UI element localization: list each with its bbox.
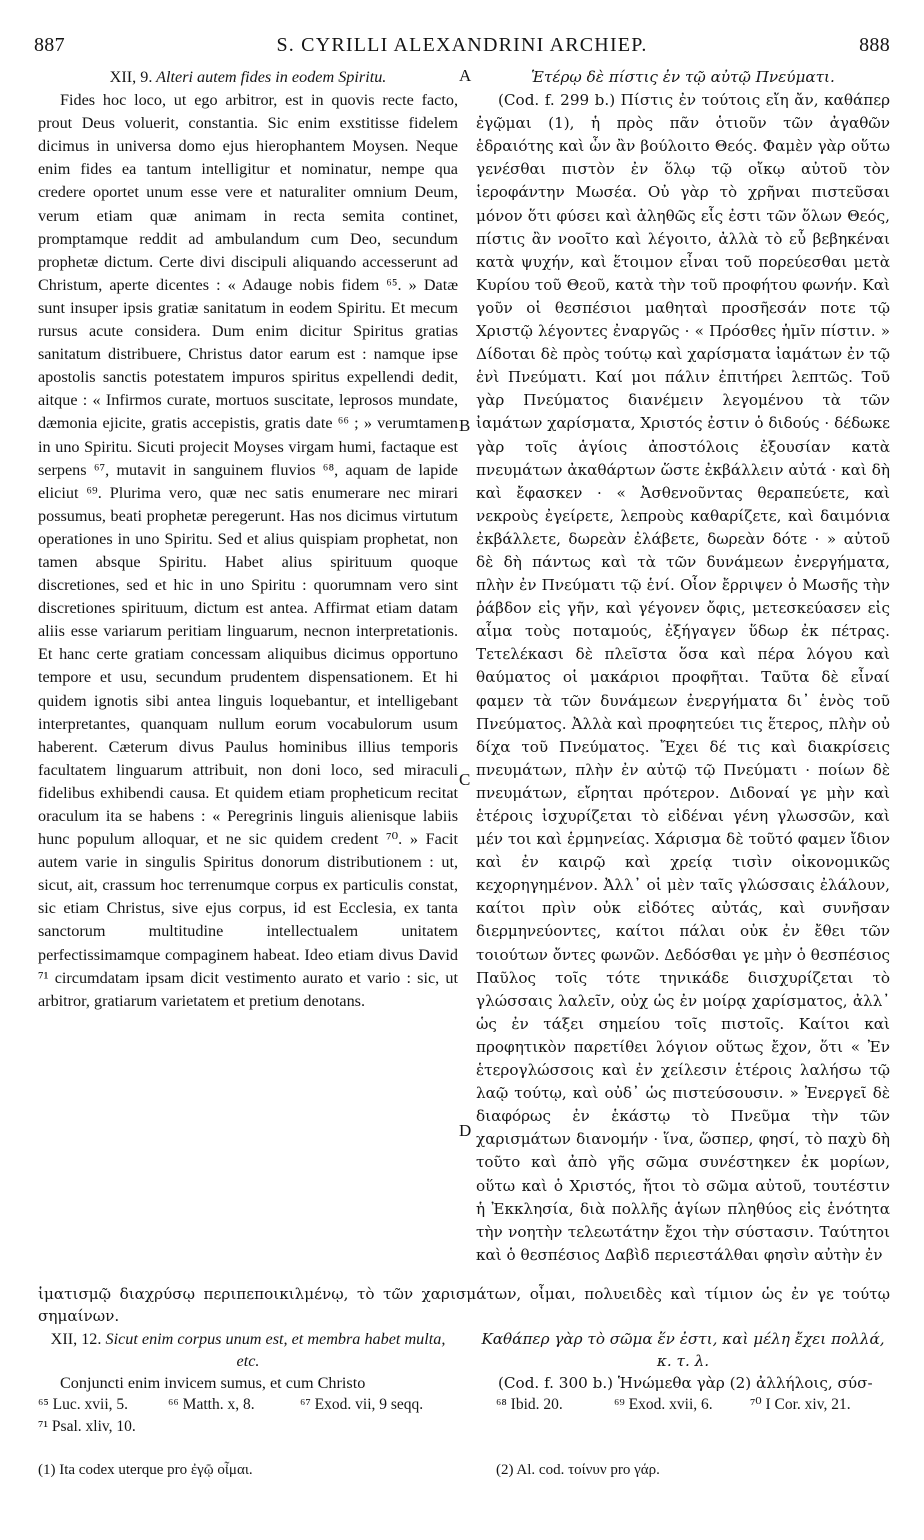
greek-body-2: (Cod. f. 300 b.) Ἡνώμεθα γὰρ (2) ἀλλήλοις, σύσ- — [498, 1374, 873, 1392]
latin-column — [38, 66, 458, 1013]
margin-marker-a: A — [459, 66, 472, 85]
greek-column — [476, 66, 890, 1267]
latin-lemma-2 — [38, 1328, 458, 1372]
latin-lemma-text: Alteri autem fides in eodem Spiritu. — [156, 68, 387, 86]
greek-lemma-2: Καθάπερ γὰρ τὸ σῶμα ἕν ἐστι, καὶ μέλη ἔχει πολλά, κ. τ. λ. — [481, 1330, 885, 1370]
margin-marker-b: B — [459, 416, 471, 435]
greek-section-2 — [476, 1328, 890, 1394]
footnote: ⁶⁵ Luc. xvii, 5. — [38, 1396, 129, 1413]
footnote: ⁶⁶ Matth. x, 8. — [168, 1396, 255, 1413]
greek-continuation: ἱματισμῷ διαχρύσῳ περιπεποικιλμένῳ, τὸ τῶν χαρισμάτων, οἶμαι, πολυειδὲς καὶ τίμιον ὡς ἐν γε τούτῳ σημαίνων. — [38, 1285, 890, 1325]
latin-lemma-2-number: XII, 12. — [50, 1330, 102, 1348]
margin-marker-d: D — [459, 1121, 472, 1140]
footnote: ⁶⁸ Ibid. 20. — [496, 1396, 563, 1413]
footnote: ⁶⁹ Exod. xvii, 6. — [614, 1396, 713, 1413]
critical-note-left: (1) Ita codex uterque pro ἐγῷ οἶμαι. — [38, 1462, 253, 1478]
latin-body: Fides hoc loco, ut ego arbitror, est in quovis recte facto, prout Deus voluerit, constantia. Sic enim exstitisse fidelem dicimus in universa domo ejus hierophantem Moysen. Neque enim fides ea tantum intelligitur et nominatur, nempe qua credere oportet unum esse vere et naturaliter omnium Deum, verum etiam quæ animam in recta semita continet, promptamque reddit ad ambulandum cum Deo, secundum prophetæ dictum. Certe divi discipuli aliquando accesserunt ad Christum, aperte dicentes : « Adauge nobis fidem ⁶⁵. » Datæ sunt insuper ipsis gratiæ sanitatum in eodem Spiritu. Et mecum rursus acute considera. Dum enim dicitur Spiritus gratias sanitatum distribuere, Christus dator earum est : namque ipse apostolis sanctis potestatem impuros spiritus expellendi dedit, aitque : « Infirmos curate, mortuos suscitate, leprosos mundate, dæmonia ejicite, gratis accepistis, gratis date ⁶⁶ ; » verumtamen in uno Spiritu. Sicuti projecit Moyses virgam humi, factaque est serpens ⁶⁷, mutavit in sanguinem fluvios ⁶⁸, aquam de lapide eliciut ⁶⁹. Plurima vero, quæ nec satis enumerare nec mirari possumus, beati prophetæ peregerunt. Has nos dicimus virtutum operationes in uno Spiritu. Sed et alius quispiam prophetat, non tamen absque Spiritu. Habet alius spirituum quoque discretiones, sed et hic in uno Spiritu : quorumnam vero sint discretiones spirituum, dictum est antea. Affirmat etiam datam aliis esse variarum peritiam linguarum, necnon interpretationis. Et hanc certe gratiam concessam aliquibus dicimus opportuno tempore et usu, secundum prudentem dispensationem. Et hi quidem ignotis sibi antea linguis loquebantur, et intelligebant interpretantes, quanquam nullum eorum vocabulorum usum haberent. Cæterum divus Paulus hominibus illius temporis facultatem linguarum attribuit, non doni loco, sed miraculi fidelibus exhibendi causa. Et quidem etiam propheticum recitat oraculum ita se habens : « Peregrinis linguis alienisque labiis hunc populum alloquar, et ne sic quidem credent ⁷⁰. » Facit autem varie in singulis Spiritus donorum distributionem : ut, sicut, ait, crassum hoc terrenumque corpus ex particulis constat, sic etiam Christus, sive ejus corpus, id est Ecclesia, ex tanta sanctorum multitudine intellectualem unitatem perfectissimamque compaginem habeat. Ideo etiam divus David ⁷¹ circumdatam ipsam dicit vestimento aurato et vario : sic, ut arbitror, gratiarum varietatem et pretium denotans. — [38, 91, 458, 1010]
latin-body-2: Conjuncti enim invicem sumus, et cum Christo — [60, 1374, 366, 1392]
greek-body: (Cod. f. 299 b.) Πίστις ἐν τούτοις εἴη ἄν, καθάπερ ἐγῷμαι (1), ἡ πρὸς πᾶν ὁτιοῦν τῶν ἀγαθῶν ἑδραιότης καὶ ὧν ἂν βούλοιτο Θεός. Φαμὲν γὰρ οὕτω γενέσθαι πιστὸν ἐν ὅλῳ τῷ οἴκῳ αὐτοῦ τὸν ἱεροφάντην Μωσέα. Οὐ γὰρ τὸ χρῆναι πιστεῦσαι μόνον ὅτι φύσει καὶ ἀληθῶς εἷς ἐστι τῶν ὅλων Θεός, πίστις ἂν νοοῖτο καὶ λέγοιτο, ἀλλὰ τὸ εὖ βεβηκέναι κατὰ ψυχήν, καὶ ἕτοιμον εἶναι τοῦ πορεύεσθαι μετὰ Κυρίου τοῦ Θεοῦ, κατὰ τὴν τοῦ προφήτου φωνήν. Καὶ γοῦν οἱ θεσπέσιοι μαθηταὶ προσῆεσάν ποτε τῷ Χριστῷ λέγοντες ἐναργῶς · « Πρόσθες ἡμῖν πίστιν. » Δίδοται δὲ πρὸς τούτῳ καὶ χαρίσματα ἰαμάτων ἐν τῷ ἑνὶ Πνεύματι. Καί μοι πάλιν ἐπιτήρει λεπτῶς. Τοῦ γὰρ Πνεύματος διανέμειν λεγομένου τὰ τῶν ἰαμάτων χαρίσματα, Χριστός ἐστιν ὁ διδούς · δέδωκε γὰρ τοῖς ἁγίοις ἀποστόλοις ἐξουσίαν κατὰ πνευμάτων ἀκαθάρτων ὥστε ἐκβάλλειν αὐτά · καὶ δὴ καὶ ἔφασκεν · « Ἀσθενοῦντας θεραπεύετε, καὶ νεκροὺς ἐγείρετε, λεπροὺς καθαρίζετε, καὶ δαιμόνια ἐκβάλλετε, δωρεὰν ἐλάβετε, δωρεὰν δότε · » αὐτοῦ δὲ δὴ πάντως καὶ τὰ τῶν δυνάμεων ἐνεργήματα, πλὴν ἐν Πνεύματι τῷ ἑνί. Οἷον ἔρριψεν ὁ Μωσῆς τὴν ῥάβδον εἰς γῆν, καὶ γέγονεν ὄφις, μετεσκεύασεν εἰς αἷμα τοὺς ποταμούς, ἐξήγαγεν ὕδωρ ἐκ πέτρας. Τετελέκασι δὲ πλεῖστα ὅσα καὶ πέρα λόγου καὶ θαύματος οἱ μακάριοι προφῆται. Ταῦτα δὲ εἶναί φαμεν τὰ τῶν δυνάμεων ἐνεργήματα δι᾽ ἑνὸς τοῦ Πνεύματος. Ἀλλὰ καὶ προφητεύει τις ἕτερος, πλὴν οὐ δίχα τοῦ Πνεύματος. Ἔχει δέ τις καὶ διακρίσεις πνευμάτων, πλὴν ἐν αὐτῷ τῷ Πνεύματι · ποίων δὲ πνευμάτων, εἴρηται πρότερον. Διδοναί γε μὴν καὶ ἑτέροις ἰσχυρίζεται τὸ εἰδέναι γένη γλωσσῶν, καὶ μέν τοι καὶ ἑρμηνείας. Χάρισμα δὲ τοῦτό φαμεν ἴδιον καὶ ἐν καιρῷ καὶ χρείᾳ τισὶν οἰκονομικῶς κεχορηγημένον. Ἀλλ᾽ οἱ μὲν ταῖς γλώσσαις ἐλάλουν, καίτοι πρὶν οὐκ εἰδότες αὐτάς, καὶ συνῆσαν διερμηνεύοντες, καίτοι πάλαι οὐκ ἐν ἔθει τῶν τοιούτων ὄντες φωνῶν. Δεδόσθαι γε μὴν ὁ θεσπέσιος Παῦλος τοῖς τότε τηνικάδε διισχυρίζεται τὸ γλώσσαις λαλεῖν, οὐχ ὡς ἐν μοίρᾳ χαρίσματος, ἀλλ᾽ ὡς ἐν τάξει σημείου τοῖς πιστοῖς. Καίτοι καὶ προφητικὸν παρετίθει λόγιον οὕτως ἔχον, ὅτι « Ἐν ἑτερογλώσσοις καὶ ἐν χείλεσιν ἑτέροις λαλήσω τῷ λαῷ τούτῳ, καὶ οὐδ᾽ ὡς πιστεύσουσιν. » Ἐνεργεῖ δὲ διαφόρως ἐν ἑκάστῳ τὸ Πνεῦμα τὴν τῶν χαρισμάτων διανομήν · ἵνα, ὥσπερ, φησί, τὸ παχὺ δὴ τοῦτο καὶ ἀπὸ γῆς σῶμα συνέστηκεν ἐκ μορίων, οὕτω καὶ ὁ Χριστός, ἤτοι τὸ σῶμα αὐτοῦ, τουτέστιν ἡ Ἐκκλησία, διὰ πολλῆς ἁγίων πληθύος εἰς ἑνότητα τὴν νοητὴν τελεωτάτην ἔχοι τὴν σύστασιν. Ταύτητοι καὶ ὁ θεσπέσιος Δαβὶδ περιεστάλθαι φησὶν αὐτὴν ἐν — [476, 91, 890, 1264]
running-title: S. CYRILLI ALEXANDRINI ARCHIEP. — [276, 34, 648, 56]
footnote-row — [38, 1394, 890, 1416]
scripture-footnotes — [38, 1394, 890, 1438]
footnote: ⁷⁰ I Cor. xiv, 21. — [750, 1396, 851, 1413]
footnote: ⁷¹ Psal. xliv, 10. — [38, 1418, 136, 1435]
latin-lemma-number: XII, 9. — [109, 68, 153, 86]
footnote-row — [38, 1416, 890, 1438]
greek-lemma: Ἑτέρῳ δὲ πίστις ἐν τῷ αὐτῷ Πνεύματι. — [531, 68, 835, 86]
critical-note-right: (2) Al. cod. τοίνυν pro γάρ. — [496, 1462, 660, 1478]
page-header — [34, 34, 890, 62]
latin-lemma-2-text: Sicut enim corpus unum est, et membra habet multa, etc. — [105, 1330, 446, 1370]
footnote: ⁶⁷ Exod. vii, 9 seqq. — [300, 1396, 424, 1413]
page-number-left: 887 — [34, 34, 65, 56]
latin-lemma — [38, 66, 458, 89]
latin-section-2 — [38, 1328, 458, 1394]
margin-marker-c: C — [459, 770, 471, 789]
page-number-right: 888 — [859, 34, 890, 56]
